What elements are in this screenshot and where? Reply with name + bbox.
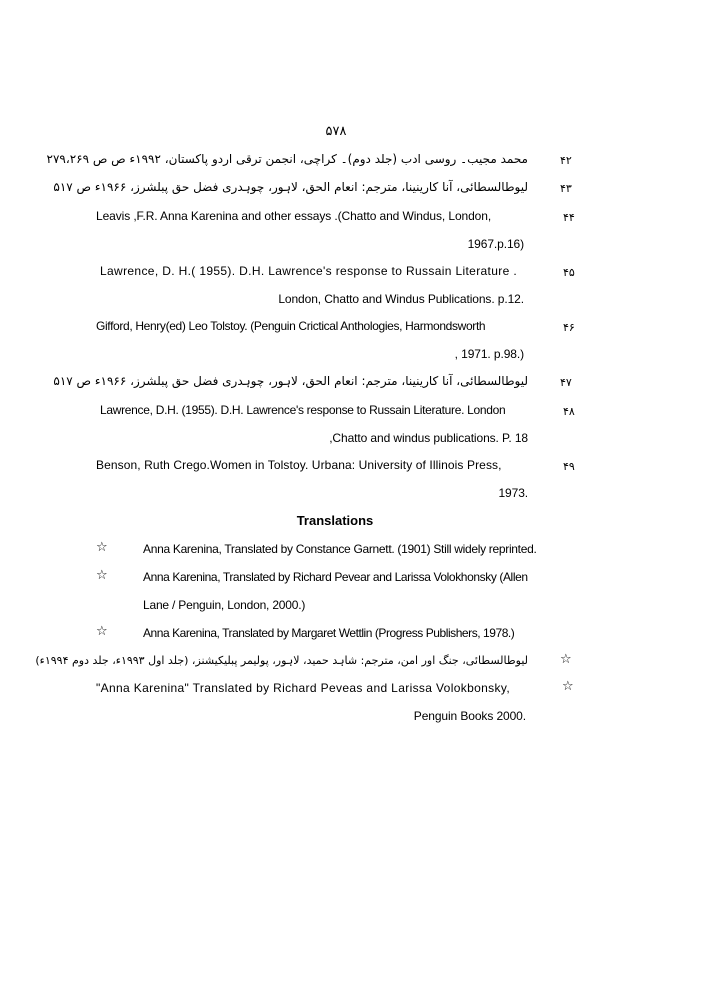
reference-text-continued: 1967.p.16) xyxy=(467,237,524,251)
reference-number: ۴۹ xyxy=(563,460,575,473)
reference-number: ۴۴ xyxy=(563,211,575,224)
translation-text: "Anna Karenina" Translated by Richard Peveas and Larissa Volokbonsky, xyxy=(96,681,511,695)
translation-text: Anna Karenina, Translated by Margaret Wettlin (Progress Publishers, 1978.) xyxy=(143,626,515,640)
star-bullet-icon: ☆ xyxy=(96,624,108,639)
reference-text-continued: ,Chatto and windus publications. P. 18 xyxy=(329,431,528,445)
reference-number: ۴۸ xyxy=(563,405,575,418)
reference-text: Benson, Ruth Crego.Women in Tolstoy. Urbana: University of Illinois Press, xyxy=(96,458,502,472)
reference-text: Lawrence, D.H. (1955). D.H. Lawrence's response to Russain Literature. London xyxy=(100,403,506,417)
reference-text-continued: London, Chatto and Windus Publications. p.12. xyxy=(278,292,524,306)
reference-number: ۴۶ xyxy=(563,321,575,334)
translation-text-continued: Lane / Penguin, London, 2000.) xyxy=(143,598,306,612)
reference-text: Leavis ,F.R. Anna Karenina and other essays .(Chatto and Windus, London, xyxy=(96,209,492,223)
reference-number: ۴۷ xyxy=(560,376,572,389)
star-bullet-icon: ☆ xyxy=(96,540,108,555)
page-number: ۵۷۸ xyxy=(325,124,347,139)
star-bullet-icon: ☆ xyxy=(562,679,574,694)
reference-text: Lawrence, D. H.( 1955). D.H. Lawrence's response to Russain Literature . xyxy=(100,264,518,278)
translation-text: Anna Karenina, Translated by Richard Pevear and Larissa Volokhonsky (Allen xyxy=(143,570,528,584)
reference-text: Gifford, Henry(ed) Leo Tolstoy. (Penguin Crictical Anthologies, Harmondsworth xyxy=(96,319,486,333)
translation-text: لیوطالسطائی، جنگ اور امن، مترجم: شاہد حمید، لاہور، پولیمر پبلیکیشنز، (جلد اول ۱۹۹۳ء، جلد دوم ۱۹۹۴ء) xyxy=(35,654,528,667)
translation-text-continued: Penguin Books 2000. xyxy=(413,709,526,723)
reference-text: محمد مجیب۔ روسی ادب (جلد دوم)۔ کراچی، انجمن ترقی اردو پاکستان، ۱۹۹۲ء ص ص ۲۷۹،۲۶۹ xyxy=(46,152,528,166)
star-bullet-icon: ☆ xyxy=(96,568,108,583)
translations-heading: Translations xyxy=(296,513,374,528)
reference-text-continued: , 1971. p.98.) xyxy=(454,347,524,361)
star-bullet-icon: ☆ xyxy=(560,652,572,667)
reference-number: ۴۳ xyxy=(560,182,572,195)
translation-text: Anna Karenina, Translated by Constance Garnett. (1901) Still widely reprinted. xyxy=(143,542,537,556)
reference-text-continued: 1973. xyxy=(498,486,528,500)
reference-text: لیوطالسطائی، آنا کارینینا، مترجم: انعام الحق، لاہور، چوہدری فضل حق پبلشرز، ۱۹۶۶ء ص ۵۱۷ xyxy=(53,180,528,194)
reference-text: لیوطالسطائی، آنا کارینینا، مترجم: انعام الحق، لاہور، چوہدری فضل حق پبلشرز، ۱۹۶۶ء ص ۵۱۷ xyxy=(53,374,528,388)
reference-number: ۴۵ xyxy=(563,266,575,279)
reference-number: ۴۲ xyxy=(560,154,572,167)
